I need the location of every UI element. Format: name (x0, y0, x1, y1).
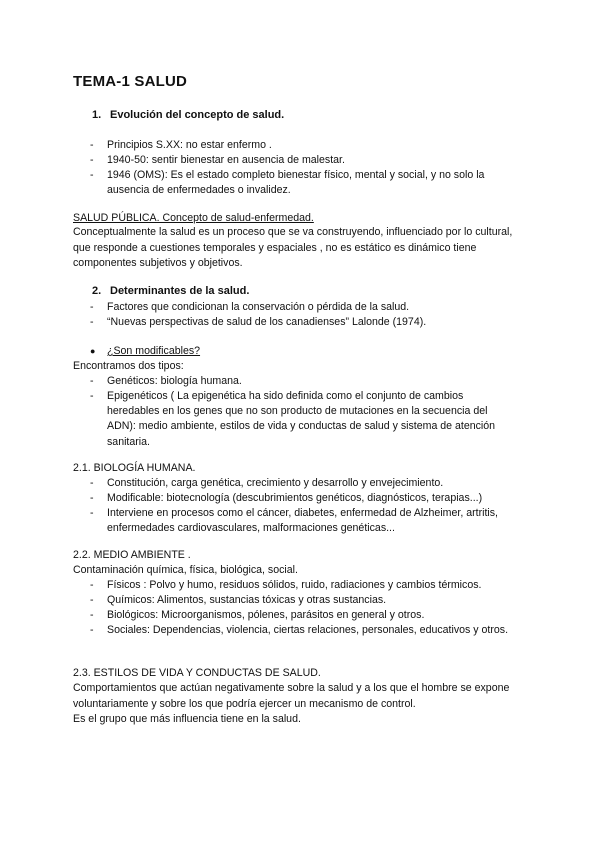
list-item (90, 593, 510, 608)
biologia-heading: 2.1. BIOLOGÍA HUMANA. (73, 462, 196, 474)
section-number: 1. (92, 109, 102, 121)
list-item (90, 506, 510, 536)
list-item-text: Principios S.XX: no estar enfermo . (107, 139, 272, 151)
dash-bullet: - (90, 594, 94, 606)
medio-heading: 2.2. MEDIO AMBIENTE . (73, 549, 191, 561)
list-item-text: Factores que condicionan la conservación o pérdida de la salud. (107, 301, 410, 313)
list-item (90, 623, 510, 638)
list-item (90, 374, 510, 389)
list-item (90, 315, 510, 330)
section-title: Evolución del concepto de salud. (110, 109, 285, 121)
modificables-intro: Encontramos dos tipos: (73, 360, 184, 372)
dash-bullet: - (90, 154, 94, 166)
list-item (90, 389, 510, 450)
medio-intro: Contaminación química, física, biológica, social. (73, 564, 298, 576)
dash-bullet: - (90, 477, 94, 489)
estilos-heading: 2.3. ESTILOS DE VIDA Y CONDUCTAS DE SALUD. (73, 667, 321, 679)
dash-bullet: - (90, 375, 94, 387)
list-item-text: Químicos: Alimentos, sustancias tóxicas y otras sustancias. (107, 594, 387, 606)
list-item-text: Físicos : Polvo y humo, residuos sólidos, ruido, radiaciones y cambios térmicos. (107, 579, 482, 591)
dash-bullet: - (90, 169, 94, 181)
page-title: TEMA-1 SALUD (73, 73, 188, 90)
list-item-text: Constitución, carga genética, crecimiento y desarrollo y envejecimiento. (107, 477, 444, 489)
section-number: 2. (92, 285, 102, 297)
list-item-text: Modificable: biotecnología (descubrimientos genéticos, diagnósticos, terapias...) (107, 492, 483, 504)
list-item (90, 476, 510, 491)
dash-bullet: - (90, 609, 94, 621)
list-item (90, 138, 510, 153)
salud-publica-paragraph: Conceptualmente la salud es un proceso que se va construyendo, influenciado por lo cultural, que responde a cuestiones temporales y espaciales , no es estático es dinámico tiene componentes subjetivos y objetivos. (73, 226, 513, 270)
list-item (90, 578, 510, 593)
bullet-question: ¿Son modificables? (107, 345, 201, 357)
dash-bullet: - (90, 301, 94, 313)
list-item (90, 168, 510, 198)
dash-bullet: - (90, 390, 94, 402)
list-item (90, 153, 510, 168)
bullet-dot: ● (90, 346, 96, 356)
dash-bullet: - (90, 492, 94, 504)
salud-publica-heading: SALUD PÚBLICA. Concepto de salud-enfermedad. (73, 212, 314, 224)
list-item-text: Biológicos: Microorganismos, pólenes, parásitos en general y otros. (107, 609, 425, 621)
list-item-text: Sociales: Dependencias, violencia, ciertas relaciones, personales, educativos y otros. (107, 624, 509, 636)
section-heading-determinantes (92, 285, 249, 297)
list-item-text: Genéticos: biología humana. (107, 375, 242, 387)
bullet-item-modificables (90, 344, 200, 359)
list-item (90, 491, 510, 506)
list-item (90, 300, 510, 315)
section-title: Determinantes de la salud. (110, 285, 250, 297)
list-item-text: 1940-50: sentir bienestar en ausencia de malestar. (107, 154, 345, 166)
list-item-text: “Nuevas perspectivas de salud de los canadienses” Lalonde (1974). (107, 316, 427, 328)
list-item-text: Interviene en procesos como el cáncer, diabetes, enfermedad de Alzheimer, artritis, enfermedades cardiovasculares, malformaciones genéticas... (107, 507, 499, 535)
dash-bullet: - (90, 579, 94, 591)
estilos-note: Es el grupo que más influencia tiene en la salud. (73, 713, 301, 725)
estilos-paragraph: Comportamientos que actúan negativamente sobre la salud y a los que el hombre se expone voluntariamente y sobre los que podría ejercer un mecanismo de control. (73, 682, 510, 710)
dash-bullet: - (90, 507, 94, 519)
list-item-text: 1946 (OMS): Es el estado completo bienestar físico, mental y social, y no solo la ausencia de enfermedades o invalidez. (107, 169, 485, 197)
list-item-text: Epigenéticos ( La epigenética ha sido definida como el conjunto de cambios heredables en los genes que no son producto de mutaciones en la secuencia del ADN): medio ambiente, estilos de vida y conductas de salud y sistema de atención sanitaria. (107, 390, 496, 448)
list-item (90, 608, 510, 623)
dash-bullet: - (90, 139, 94, 151)
dash-bullet: - (90, 624, 94, 636)
dash-bullet: - (90, 316, 94, 328)
section-heading-evolucion (92, 109, 284, 121)
